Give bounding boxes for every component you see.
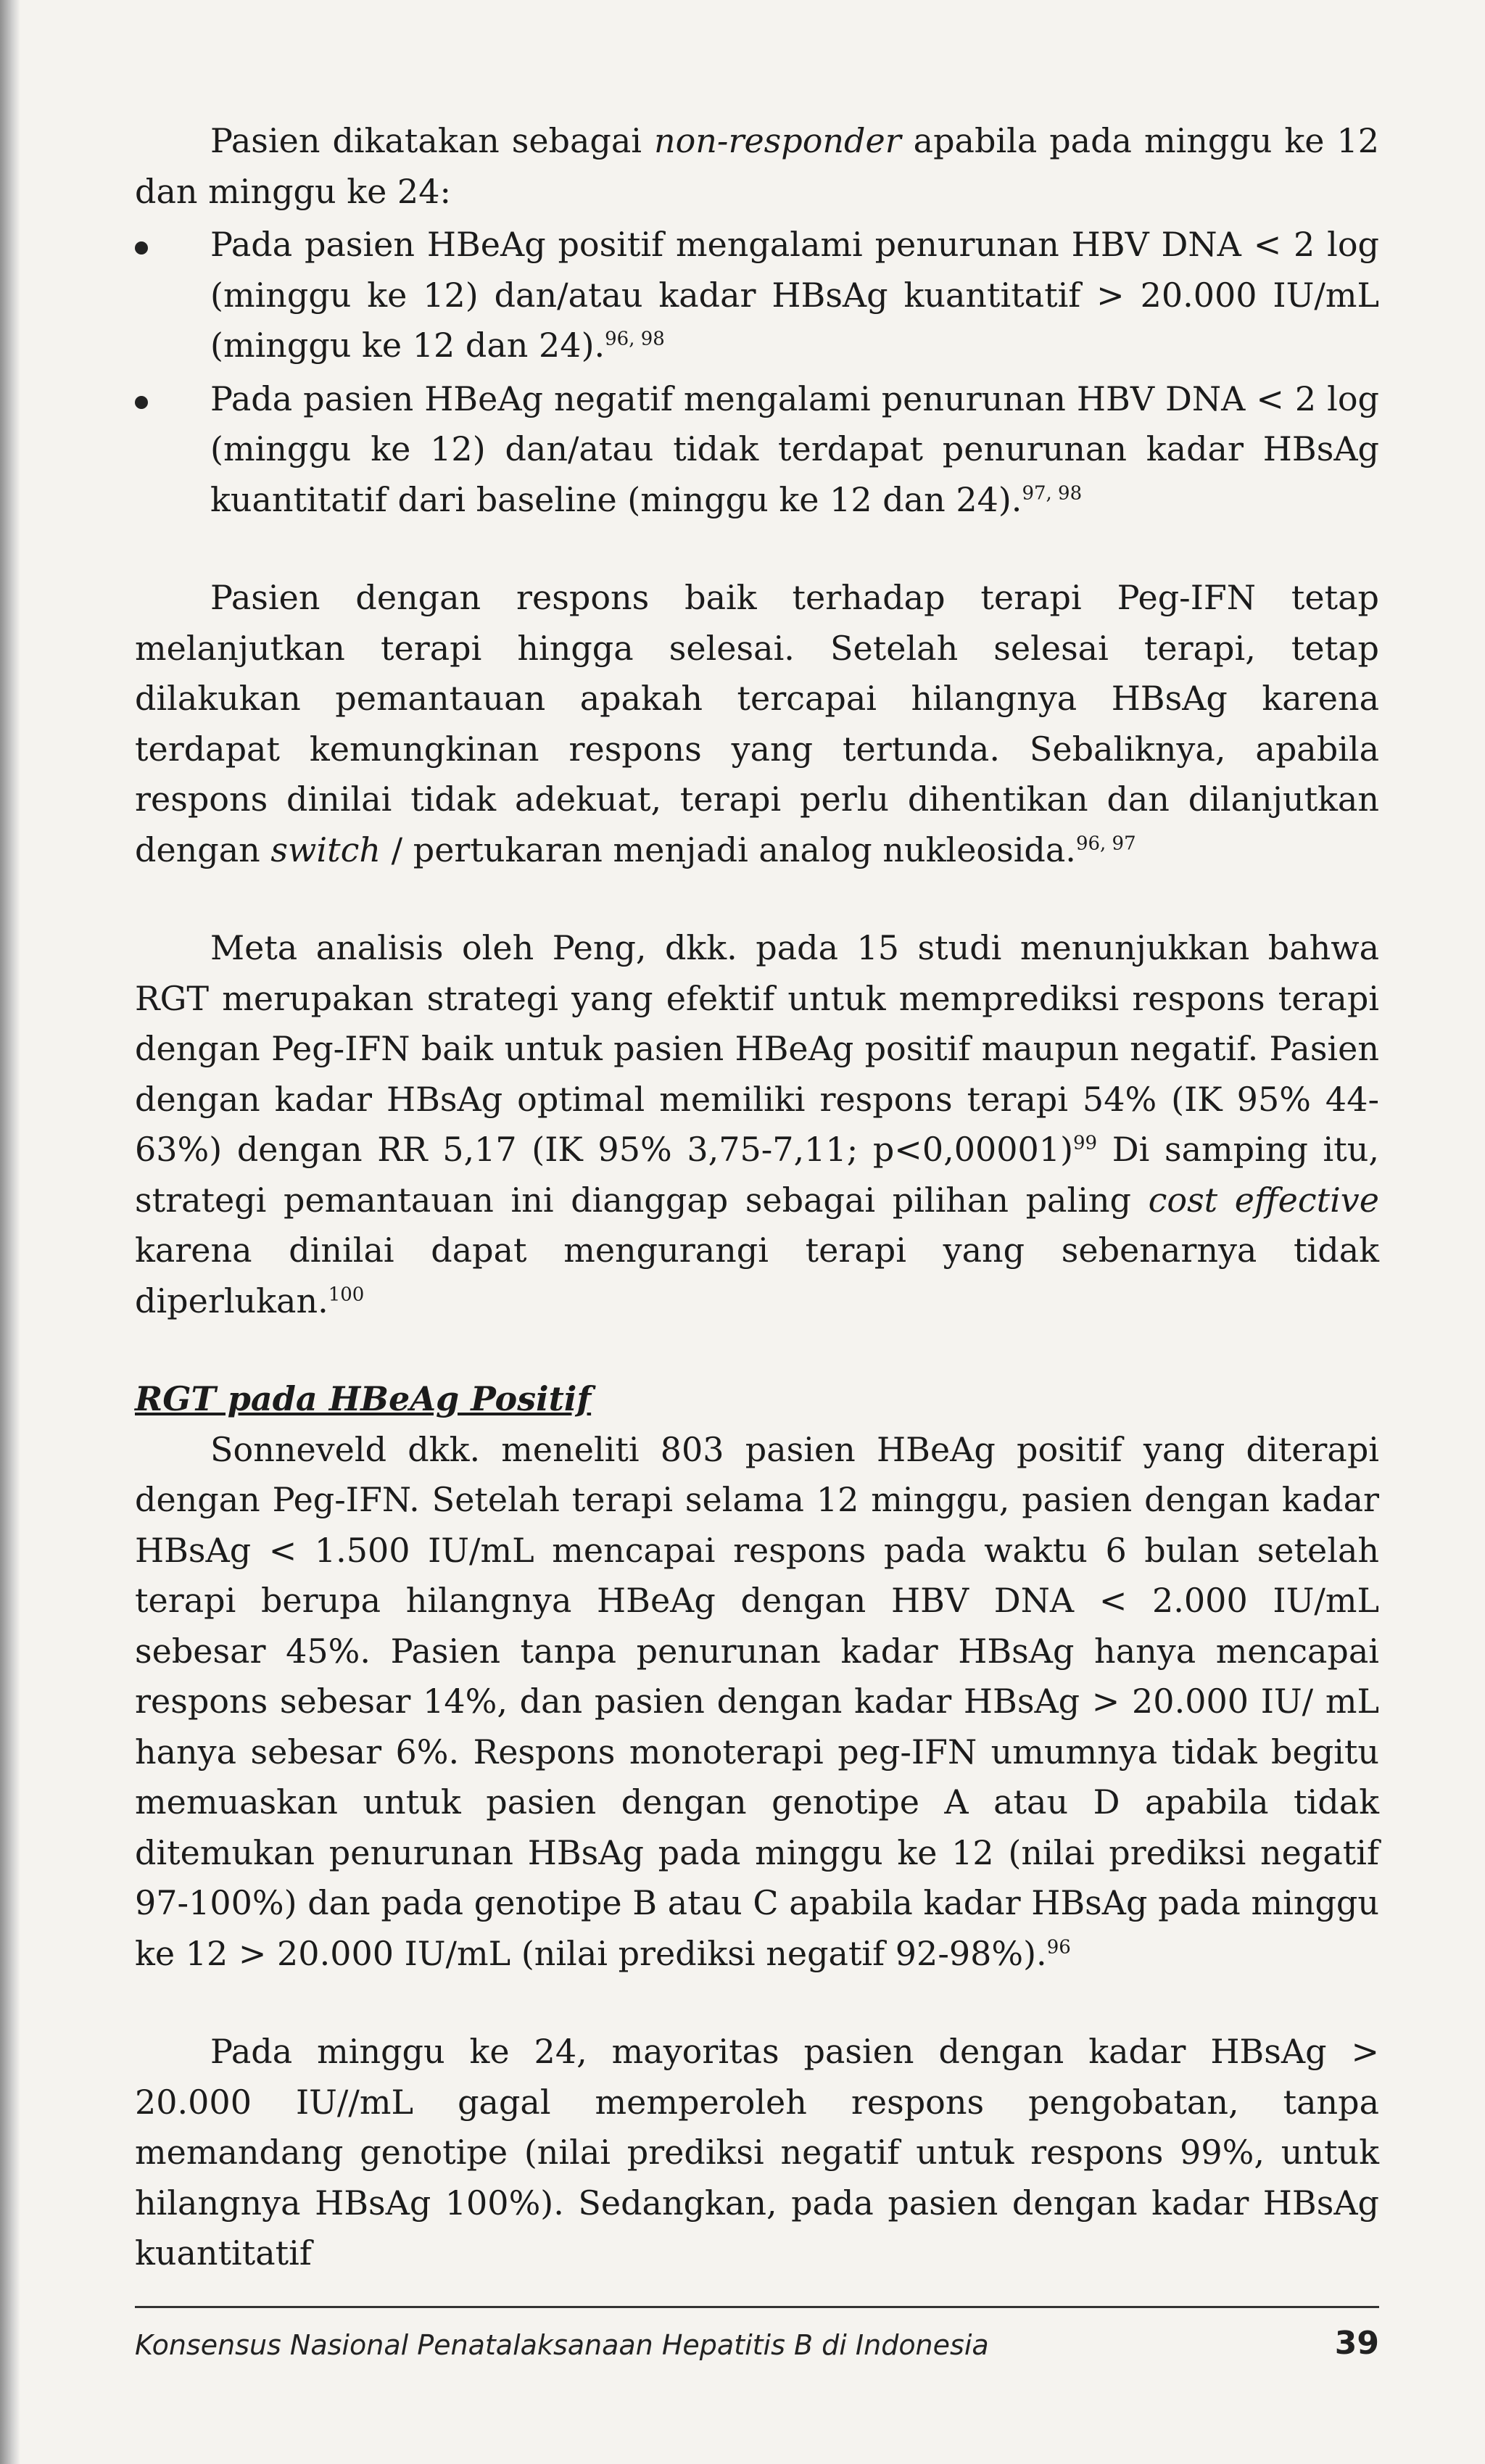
bullet-icon (135, 396, 148, 409)
bullet-list (135, 220, 1379, 525)
citation: 97, 98 (1022, 482, 1083, 505)
section-heading: RGT pada HBeAg Positif (135, 1379, 592, 1418)
text-run: karena dinilai dapat mengurangi terapi yang sebenarnya tidak diperlukan. (135, 1231, 1379, 1320)
paragraph-non-responder (135, 116, 1379, 217)
citation: 100 (328, 1283, 365, 1306)
bullet-text: Pada pasien HBeAg positif mengalami penurunan HBV DNA < 2 log (minggu ke 12) dan/atau kadar HBsAg kuantitatif > 20.000 IU/mL (minggu ke 12 dan 24). (210, 225, 1379, 365)
text-run: / pertukaran menjadi analog nukleosida. (381, 830, 1076, 869)
binding-shadow (0, 0, 20, 2464)
paragraph-peg-ifn-response (135, 573, 1379, 875)
text-run: Di samping itu, strategi pemantauan ini dianggap sebagai pilihan paling (135, 1130, 1379, 1220)
citation: 96 (1046, 1936, 1071, 1959)
italic-term: non-responder (653, 121, 901, 160)
citation: 99 (1073, 1132, 1098, 1154)
bullet-text: Pada pasien HBeAg negatif mengalami penurunan HBV DNA < 2 log (minggu ke 12) dan/atau tidak terdapat penurunan kadar HBsAg kuantitatif dari baseline (minggu ke 12 dan 24). (210, 379, 1379, 519)
italic-term: switch (270, 830, 381, 869)
text-run: Pada minggu ke 24, mayoritas pasien dengan kadar HBsAg > 20.000 IU//mL gagal memperoleh respons pengobatan, tanpa memandang genotipe (nilai prediksi negatif untuk respons 99%, untuk hilangnya HBsAg 100%). Sedangkan, pada pasien dengan kadar HBsAg kuantitatif (135, 2032, 1379, 2273)
text-run: Pasien dikatakan sebagai (210, 121, 654, 160)
footer-divider (135, 2306, 1379, 2308)
citation: 96, 97 (1075, 832, 1136, 855)
bullet-item (135, 220, 1379, 371)
citation: 96, 98 (605, 328, 665, 350)
text-run: apabila pada minggu ke 12 dan minggu ke 24: (135, 121, 1379, 211)
text-run: Pasien dengan respons baik terhadap terapi Peg-IFN tetap melanjutkan terapi hingga selesai. Setelah selesai terapi, tetap dilakukan pemantauan apakah tercapai hilangnya HBsAg karena terdapat kemungkinan respons yang tertunda. Sebaliknya, apabila respons dinilai tidak adekuat, terapi perlu dihentikan dan dilanjutkan dengan (135, 578, 1379, 869)
text-run: Sonneveld dkk. meneliti 803 pasien HBeAg positif yang diterapi dengan Peg-IFN. Setelah terapi selama 12 minggu, pasien dengan kadar HBsAg < 1.500 IU/mL mencapai respons pada waktu 6 bulan setelah terapi berupa hilangnya HBeAg dengan HBV DNA < 2.000 IU/mL sebesar 45%. Pasien tanpa penurunan kadar HBsAg hanya mencapai respons sebesar 14%, dan pasien dengan kadar HBsAg > 20.000 IU/ mL hanya sebesar 6%. Respons monoterapi peg-IFN umumnya tidak begitu memuaskan untuk pasien dengan genotipe A atau D apabila tidak ditemukan penurunan HBsAg pada minggu ke 12 (nilai prediksi negatif 97-100%) dan pada genotipe B atau C apabila kadar HBsAg pada minggu ke 12 > 20.000 IU/mL (nilai prediksi negatif 92-98%). (135, 1429, 1379, 1973)
italic-term: cost effective (1148, 1180, 1379, 1220)
bullet-icon (135, 241, 148, 255)
page-content (135, 116, 1379, 2279)
paragraph-week-24 (135, 2027, 1379, 2279)
text-run: Meta analisis oleh Peng, dkk. pada 15 studi menunjukkan bahwa RGT merupakan strategi yang efektif untuk memprediksi respons terapi dengan Peg-IFN baik untuk pasien HBeAg positif maupun negatif. Pasien dengan kadar HBsAg optimal memiliki respons terapi 54% (IK 95% 44-63%) dengan RR 5,17 (IK 95% 3,75-7,11; p<0,00001) (135, 928, 1379, 1169)
paragraph-meta-analysis (135, 923, 1379, 1326)
page-number: 39 (1334, 2325, 1379, 2362)
footer-title: Konsensus Nasional Penatalaksanaan Hepatitis B di Indonesia (135, 2329, 989, 2361)
paragraph-sonneveld (135, 1425, 1379, 1980)
bullet-item (135, 374, 1379, 526)
